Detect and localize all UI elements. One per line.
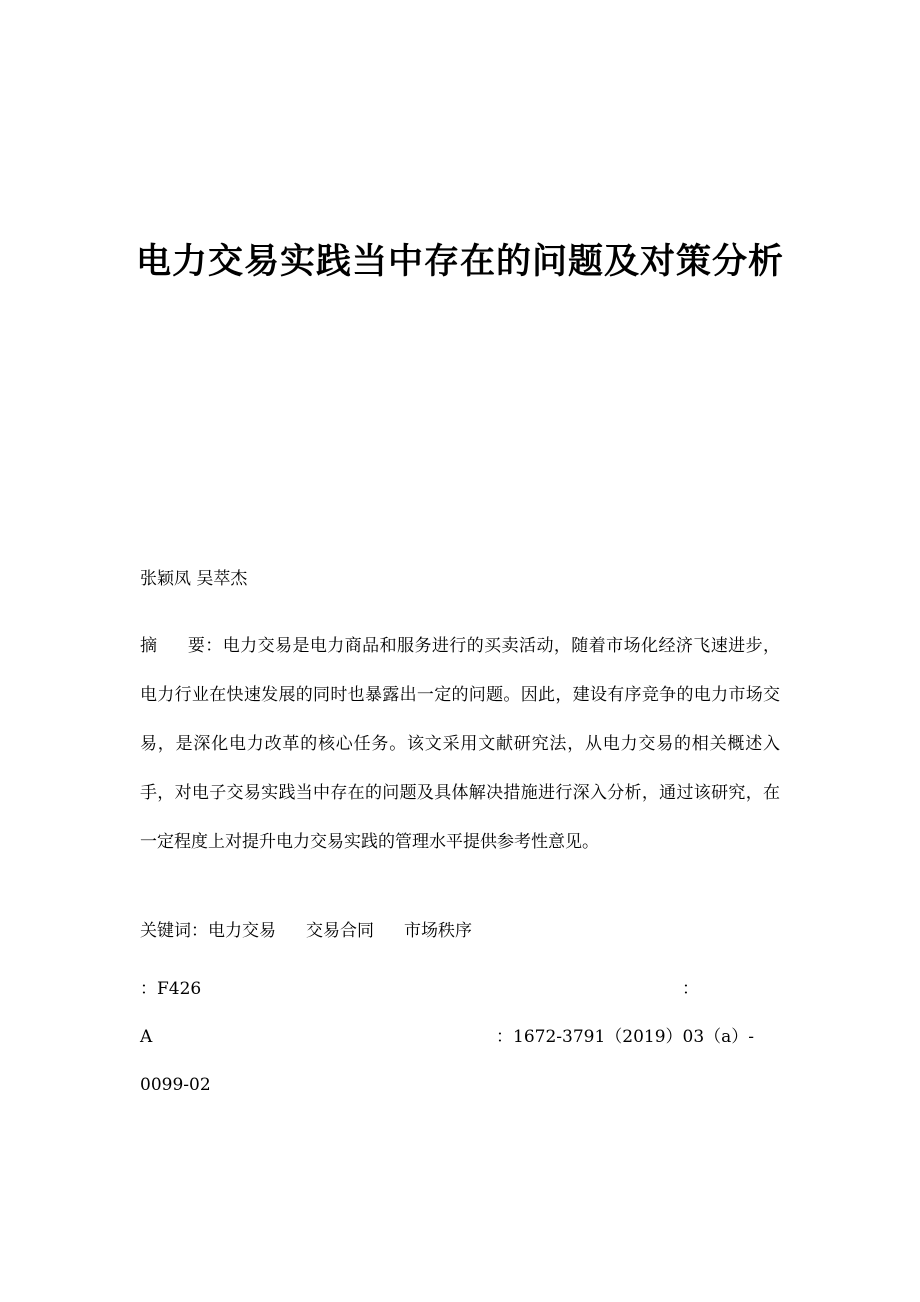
- paper-title: 电力交易实践当中存在的问题及对策分析: [135, 242, 784, 282]
- abstract-label-first: 摘: [140, 636, 158, 656]
- abstract: [140, 622, 780, 867]
- abstract-label-second: 要：: [187, 636, 223, 656]
- doc-code: A: [140, 1027, 153, 1047]
- doc-code-colon: ：: [682, 979, 699, 999]
- keywords-label: 关键词：: [140, 921, 208, 941]
- authors: 张颖凤 吴萃杰: [140, 569, 248, 589]
- article-number: ：1672-3791（2019）03（a）-: [496, 1027, 755, 1047]
- article-number-continued: 0099-02: [140, 1075, 211, 1095]
- keywords: [140, 918, 502, 944]
- keyword-item: 市场秩序: [404, 921, 472, 941]
- keyword-item: 电力交易: [208, 921, 276, 941]
- clc-number: ：F426: [140, 979, 202, 999]
- abstract-text: 电力交易是电力商品和服务进行的买卖活动，随着市场化经济飞速进步，电力行业在快速发展的同时也暴露出一定的问题。因此，建设有序竞争的电力市场交易，是深化电力改革的核心任务。该文采用文献研究法，从电力交易的相关概述入手，对电子交易实践当中存在的问题及具体解决措施进行深入分析，通过该研究，在一定程度上对提升电力交易实践的管理水平提供参考性意见。: [140, 636, 781, 852]
- keyword-item: 交易合同: [306, 921, 374, 941]
